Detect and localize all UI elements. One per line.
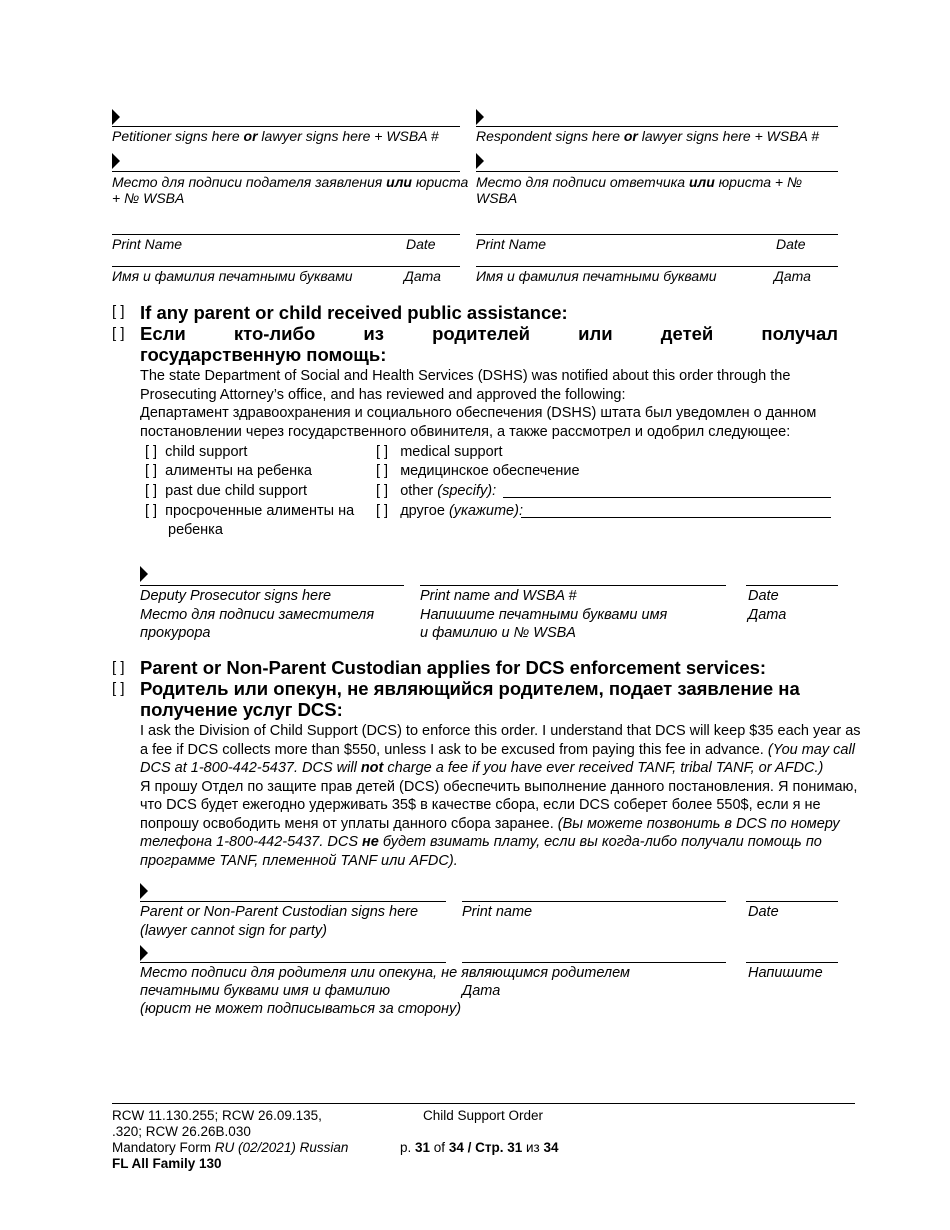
petitioner-print-name-line[interactable]: [112, 234, 460, 235]
petitioner-signature-line[interactable]: [112, 126, 460, 127]
footer-rule: [112, 1103, 855, 1104]
option-past-due-ru[interactable]: [ ] просроченные алименты на: [145, 503, 355, 519]
custodian-lawyer-note-ru: (юрист не может подписываться за сторону): [140, 1001, 462, 1017]
dcs-checkbox-ru[interactable]: [ ]: [112, 680, 125, 697]
dshs-paragraph: The state Department of Social and Health Services (DSHS) was notified about this order through the Prosecuting Attorney’s office, and has reviewed and approved the following: Департамент здравоохранения и социального обеспечения (DSHS) штата был уведомлен о данном постановлении через государственного обвинителя, а также рассмотрел и одобрил следующее:: [140, 368, 817, 440]
custodian-signature-line-ru[interactable]: [140, 962, 446, 963]
petitioner-print-name-label-ru: Имя и фамилия печатными буквами: [112, 268, 353, 284]
custodian-date-label-ru-right: Напишите: [748, 965, 823, 981]
option-medical-ru[interactable]: [ ] медицинское обеспечение: [376, 463, 580, 479]
option-medical[interactable]: [ ] medical support: [376, 444, 503, 460]
deputy-print-name-line[interactable]: [420, 585, 726, 586]
custodian-print-name-line[interactable]: [462, 901, 726, 902]
custodian-print-name-line-ru[interactable]: [462, 962, 726, 963]
petitioner-date-label: Date: [406, 236, 436, 252]
signature-arrow-respondent: [476, 109, 484, 125]
footer-page-number: p. 31 of 34 / Стр. 31 из 34: [400, 1140, 559, 1155]
custodian-sign-label: Parent or Non-Parent Custodian signs here (lawyer cannot sign for party): [140, 904, 419, 939]
respondent-sign-label: Respondent signs here or lawyer signs here + WSBA #: [476, 128, 820, 144]
deputy-signature-line[interactable]: [140, 585, 404, 586]
respondent-date-label-ru: Дата: [774, 268, 811, 284]
deputy-date-label: Date Дата: [748, 588, 787, 623]
dcs-heading: Parent or Non-Parent Custodian applies for DCS enforcement services:: [140, 657, 767, 678]
petitioner-date-label-ru: Дата: [404, 268, 441, 284]
footer-title: Child Support Order: [423, 1108, 544, 1123]
petitioner-signature-line-ru[interactable]: [112, 171, 460, 172]
respondent-signature-line[interactable]: [476, 126, 838, 127]
petitioner-sign-label-ru: Место для подписи подателя заявления или юриста + № WSBA: [112, 174, 469, 206]
custodian-print-name-label-ru: печатными буквами имя и фамилию: [140, 983, 391, 999]
option-other[interactable]: [ ] other (specify):: [376, 483, 497, 499]
respondent-print-name-line[interactable]: [476, 234, 838, 235]
option-child-support[interactable]: [ ] child support: [145, 444, 248, 460]
signature-arrow-custodian-ru: [140, 945, 148, 961]
public-assistance-heading: If any parent or child received public assistance:: [140, 302, 568, 323]
custodian-signature-line[interactable]: [140, 901, 446, 902]
deputy-date-line[interactable]: [746, 585, 838, 586]
footer-rcw: RCW 11.130.255; RCW 26.09.135, .320; RCW 26.26B.030 Mandatory Form RU (02/2021) Russian FL All Family 130: [112, 1108, 349, 1171]
respondent-sign-label-ru: Место для подписи ответчика или юриста + № WSBA: [476, 174, 803, 206]
custodian-date-label: Date: [748, 904, 779, 920]
deputy-sign-label: Deputy Prosecutor signs here Место для подписи заместителя прокурора: [140, 588, 375, 641]
petitioner-print-name-label: Print Name: [112, 236, 183, 252]
deputy-print-name-label: Print name and WSBA # Напишите печатными буквами имя и фамилию и № WSBA: [420, 588, 668, 641]
dcs-heading-ru: Родитель или опекун, не являющийся родителем, подает заявление на получение услуг DCS:: [140, 678, 800, 720]
respondent-print-name-label: Print Name: [476, 236, 547, 252]
public-assistance-heading-ru-line2: государственную помощь:: [140, 344, 387, 365]
custodian-print-name-label: Print name: [462, 904, 533, 920]
custodian-sign-label-ru: Место подписи для родителя или опекуна, не являющимся родителем: [140, 965, 630, 981]
signature-arrow-petitioner: [112, 109, 120, 125]
option-past-due[interactable]: [ ] past due child support: [145, 483, 308, 499]
custodian-date-label-ru: Дата: [462, 983, 501, 999]
dcs-checkbox[interactable]: [ ]: [112, 659, 125, 676]
other-specify-line[interactable]: [503, 497, 831, 498]
respondent-print-name-label-ru: Имя и фамилия печатными буквами: [476, 268, 717, 284]
custodian-date-line[interactable]: [746, 901, 838, 902]
option-other-ru[interactable]: [ ] другое (укажите):: [376, 503, 523, 519]
other-specify-line-ru[interactable]: [521, 517, 831, 518]
public-assistance-checkbox[interactable]: [ ]: [112, 303, 125, 320]
petitioner-print-name-line-ru[interactable]: [112, 266, 460, 267]
public-assistance-checkbox-ru[interactable]: [ ]: [112, 325, 125, 342]
petitioner-sign-label: Petitioner signs here or lawyer signs here + WSBA #: [112, 128, 439, 144]
signature-arrow-respondent-ru: [476, 153, 484, 169]
custodian-date-line-ru[interactable]: [746, 962, 838, 963]
respondent-date-label: Date: [776, 236, 806, 252]
signature-arrow-petitioner-ru: [112, 153, 120, 169]
respondent-print-name-line-ru[interactable]: [476, 266, 838, 267]
public-assistance-heading-ru: Если кто-либо из родителей или детей получал: [140, 323, 838, 344]
option-past-due-ru-line2: ребенка: [168, 522, 223, 538]
signature-arrow-custodian: [140, 883, 148, 899]
dcs-paragraph: I ask the Division of Child Support (DCS) to enforce this order. I understand that DCS will keep $35 each year as a fee if DCS collects more than $550, unless I ask to be excused from paying this fee in advance. (You may call DCS at 1-800-442-5437. DCS will not charge a fee if you have ever received TANF, tribal TANF, or AFDC.) Я прошу Отдел по защите прав детей (DCS) обеспечить выполнение данного постановления. Я понимаю, что DCS будет ежегодно удерживать 35$ в качестве сбора, если DCS соберет более 550$, если я не попрошу освободить меня от уплаты данного сбора заранее. (Вы можете позвонить в DCS по номеру телефона 1-800-442-5437. DCS не будет взимать плату, если вы когда-либо получали помощь по программе TANF, племенной TANF или AFDC).: [140, 723, 861, 869]
respondent-signature-line-ru[interactable]: [476, 171, 838, 172]
signature-arrow-deputy: [140, 566, 148, 582]
option-child-support-ru[interactable]: [ ] алименты на ребенка: [145, 463, 312, 479]
